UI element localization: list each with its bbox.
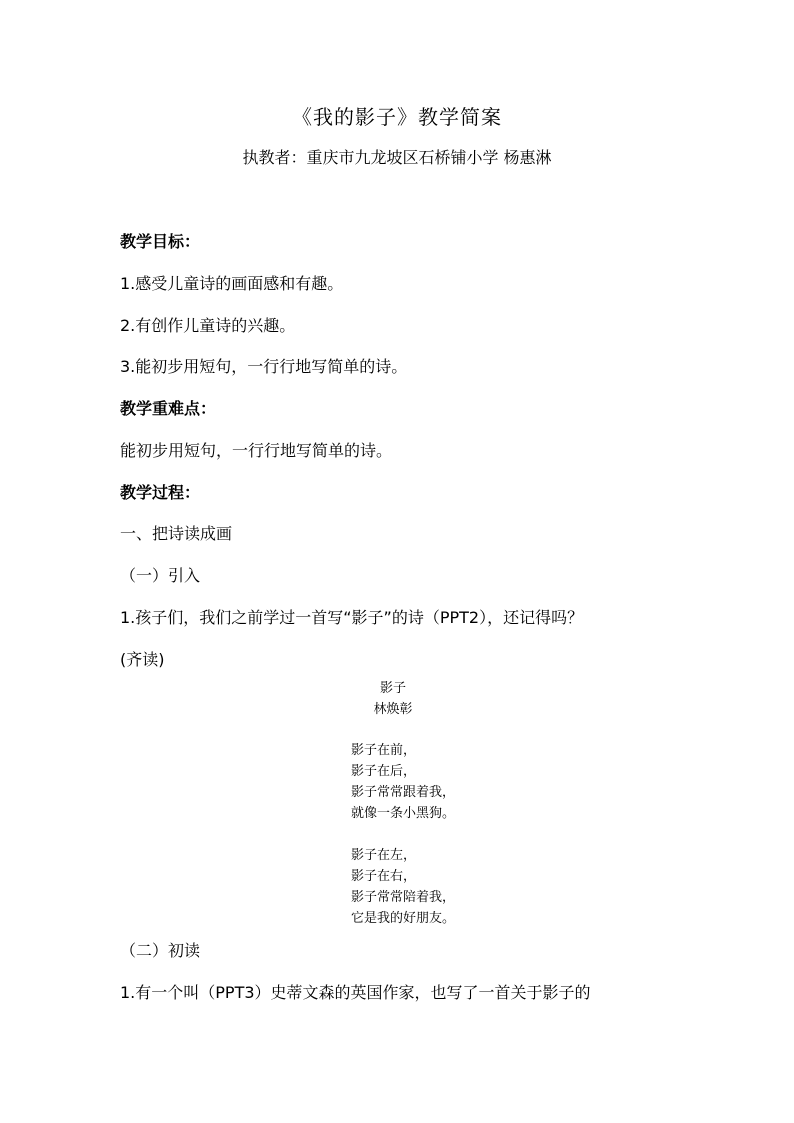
part-heading: 一、把诗读成画 [120, 524, 233, 543]
poem-line: 影子在前， [351, 743, 417, 758]
step-text: 1.有一个叫（PPT3）史蒂文森的英国作家，也写了一首关于影子的 [120, 983, 591, 1002]
process-heading: 教学过程： [120, 483, 201, 502]
step-note: (齐读) [120, 650, 165, 669]
poem-line: 影子在后， [351, 764, 417, 779]
document-title: 《我的影子》教学简案 [292, 105, 502, 129]
poem-line: 影子在右， [351, 869, 417, 884]
poem-author: 林焕彰 [373, 702, 413, 717]
objective-item: 1.感受儿童诗的画面感和有趣。 [120, 274, 344, 293]
objectives-heading: 教学目标： [120, 232, 201, 251]
key-points-heading: 教学重难点： [120, 399, 217, 418]
step-text: 1.孩子们，我们之前学过一首写“影子”的诗（PPT2），还记得吗？ [120, 608, 584, 627]
author-line: 执教者：重庆市九龙坡区石桥铺小学 杨惠淋 [242, 148, 552, 167]
poem-line: 就像一条小黑狗。 [351, 806, 456, 821]
poem-title: 影子 [379, 681, 406, 696]
poem-line: 它是我的好朋友。 [351, 911, 456, 926]
objective-item: 3.能初步用短句，一行行地写简单的诗。 [120, 357, 408, 376]
poem-line: 影子在左， [351, 848, 417, 863]
section-heading: （二）初读 [120, 941, 201, 960]
section-heading: （一）引入 [120, 566, 201, 585]
poem-line: 影子常常跟着我， [351, 785, 456, 800]
key-points-text: 能初步用短句，一行行地写简单的诗。 [120, 441, 393, 460]
poem-line: 影子常常陪着我， [351, 890, 456, 905]
objective-item: 2.有创作儿童诗的兴趣。 [120, 316, 296, 335]
